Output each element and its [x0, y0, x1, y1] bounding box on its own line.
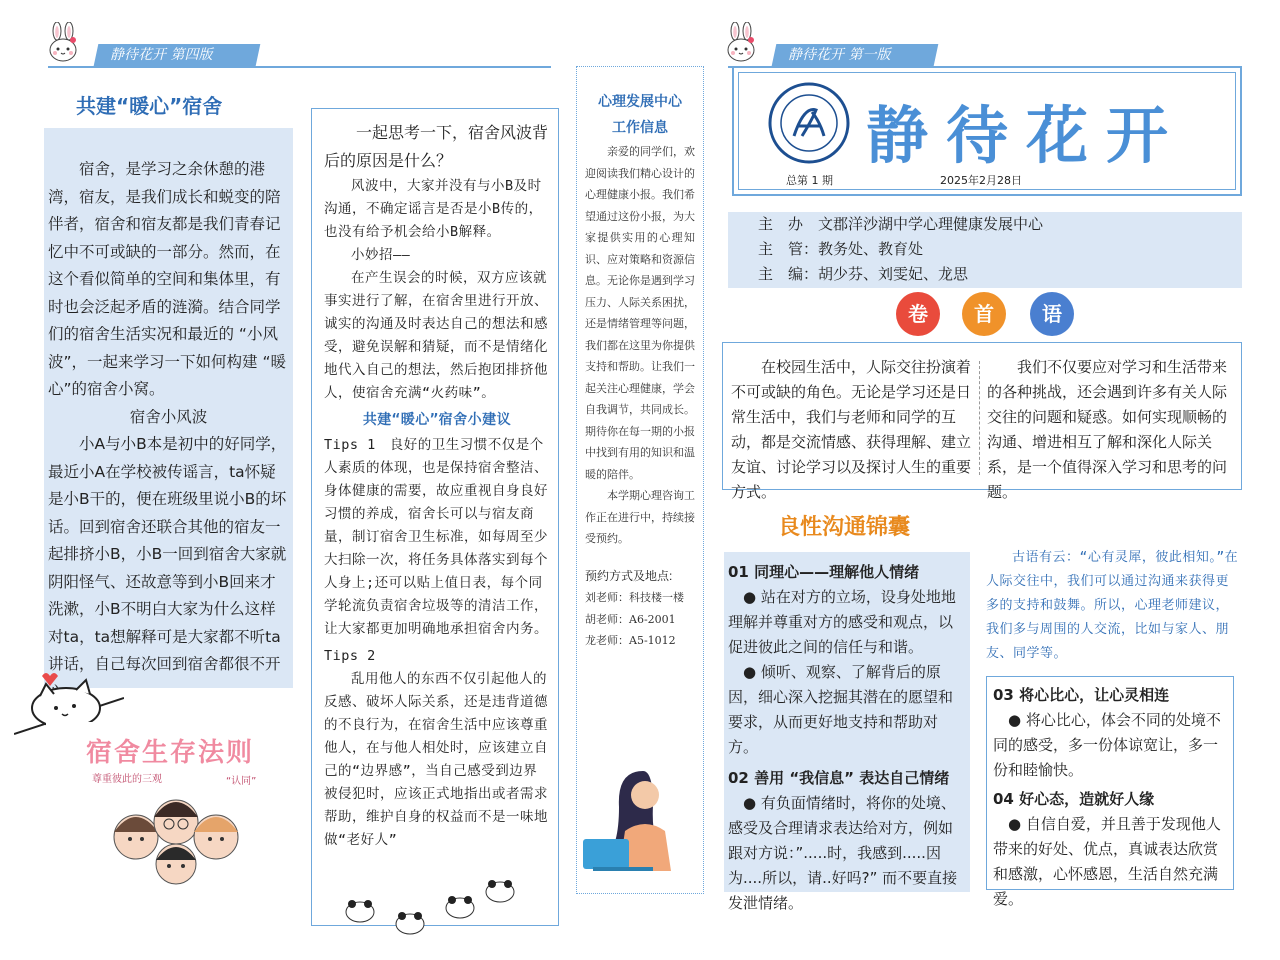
credits-box — [728, 212, 1242, 288]
tips-title: 良性沟通锦囊 — [778, 515, 911, 540]
advice-title: 共建“暖心”宿舍小建议 — [362, 412, 512, 428]
badge-juan: 卷 — [896, 292, 940, 336]
quote-text: 古语有云：“心有灵犀，彼此相知。”在人际交往中，我们可以通过沟通来获得更多的支持和鼓舞。所以，心理老师建议，我们多与周围的人交流，比如与家人、朋友、同学等。 — [986, 550, 1239, 661]
discussion-box — [311, 108, 559, 926]
consult-text: 本学期心理咨询工作正在进行中，持续接受预约。 — [585, 489, 695, 545]
tip-heading: 04 好心态，造就好人缘 — [993, 790, 1155, 808]
credits-editor: 主 编：胡少芬、刘雯妃、龙思 — [758, 265, 969, 283]
tip-2: 乱用他人的东西不仅引起他人的反感、破坏人际关系，还是违背道德的不良行为，在宿舍生活中应该尊重他人，在与他人相处时，应该建立自己的“边界感”，当自己感受到边界被侵犯时，应该正式地指出或者需求帮助，维护自身的权益而不是一味地做“老好人” — [324, 671, 548, 848]
welcome-text: 亲爱的同学们，欢迎阅读我们精心设计的心理健康小报。我们希望通过这份小报，为大家提供实用的心理知识、应对策略和资源信息。无论你是遇到学习压力、人际关系困扰，还是情绪管理等问题，我们都在这里为你提供支持和帮助。让我们一起关注心理健康，学会自我调节，共同成长。期待你在每一期的小报中找到有用的知识和温暖的陪伴。 — [585, 145, 695, 481]
page-title: 共建“暖心”宿舍 — [76, 94, 223, 118]
school-logo-icon — [768, 82, 850, 164]
tip-text: ● 有负面情绪时，将你的处境、感受及合理请求表达给对方，例如跟对方说：”.....时，我感到.....因为....所以，请..好吗?” 而不要直接发泄情绪。 — [728, 794, 958, 912]
divider — [48, 66, 551, 68]
preface-right: 我们不仅要应对学习和生活带来的各种挑战，还会遇到许多有关人际交往的问题和疑惑。如何实现顺畅的沟通、增进相互了解和深化人际关系，是一个值得深入学习和思考的问题。 — [987, 358, 1228, 501]
paragraph: 风波中，大家并没有与小B及时沟通，不确定谣言是否是小B传的，也没有给予机会给小B解释。 — [324, 178, 543, 240]
newspaper-title: 静待花开 — [866, 99, 1187, 172]
masthead — [732, 66, 1242, 196]
bunny-icon — [46, 22, 80, 66]
dorm-rules-illustration — [46, 722, 292, 894]
badge-shou: 首 — [962, 292, 1006, 336]
issue-tab: 静待花开 第四版 — [94, 44, 261, 66]
issue-date: 2025年2月28日 — [940, 174, 1022, 187]
tip-heading: 03 将心比心，让心灵相连 — [993, 686, 1170, 704]
center-title: 心理发展中心 — [598, 94, 682, 110]
appt-line: 刘老师：科技楼一楼 — [585, 591, 684, 604]
intro-box — [44, 128, 293, 688]
center-info-column — [576, 66, 704, 894]
sticker-title: 宿舍生存法则 — [86, 738, 255, 768]
badge-yu: 语 — [1030, 292, 1074, 336]
tip-1: Tips 1 良好的卫生习惯不仅是个人素质的体现，也是保持宿舍整洁、身体健康的需要，故应重视自身良好习惯的养成，宿舍长可以与宿友商量，制订宿舍卫生标准，如每周至少大扫除一次，将任务具体落实到每个人身上;还可以贴上值日表，每个同学轮流负责宿舍垃圾等的清洁工作，让大家都更加明确地承担宿舍内务。 — [324, 437, 548, 637]
sticker-note: “认同” — [226, 776, 257, 787]
preface-box — [722, 342, 1242, 501]
preface-left: 在校园生活中，人际交往扮演着不可或缺的角色。无论是学习还是日常生活中，我们与老师和同学的互动，都是交流情感、获得理解、建立友谊、讨论学习以及探讨人生的重要方式。 — [731, 358, 972, 501]
appt-title: 预约方式及地点: — [585, 568, 673, 583]
tip-text: ● 倾听、观察、了解背后的原因，细心深入挖掘其潜在的愿望和要求，从而更好地支持和帮助对方。 — [728, 663, 954, 756]
appt-line: 龙老师：A5-1012 — [585, 634, 676, 647]
story-title: 宿舍小风波 — [129, 407, 208, 426]
story-text: 小A与小B本是初中的好同学，最近小A在学校被传谣言，ta怀疑是小B干的，便在班级里说小B的坏话。回到宿舍还联合其他的宿友一起排挤小B，小B一回到宿舍大家就阴阳怪气、还故意等到小B回来才洗漱，小B不明白大家为什么这样对ta，ta想解释可是大家都不听ta讲话，自己每次回到宿舍都很不开 — [48, 435, 287, 673]
tip-text: ● 将心比心，体会不同的处境不同的感受，多一份体谅宽让，多一份和睦愉快。 — [993, 711, 1221, 779]
tips-box — [724, 552, 970, 912]
tip-intro: 小妙招—— — [351, 247, 411, 263]
credits-supervisor: 主 管：教务处、教育处 — [758, 240, 924, 258]
tips-box-2 — [986, 676, 1234, 908]
tip-text: ● 自信自爱，并且善于发现他人带来的好处、优点，真诚表达欣赏和感激，心怀感恩，生活自然充满爱。 — [993, 815, 1221, 908]
bunny-icon — [724, 22, 758, 66]
tip-2-label: Tips 2 — [324, 648, 376, 664]
paragraph: 在产生误会的时候，双方应该就事实进行了解，在宿舍里进行开放、诚实的沟通及时表达自己的想法和感受，避免误解和猜疑，而不是情绪化地代入自己的想法，然后抱团排挤他人，使宿舍充满“火药味”。 — [324, 270, 548, 401]
panda-decoration-icon — [300, 872, 540, 956]
issue-tab: 静待花开 第一版 — [772, 44, 939, 66]
credits-host: 主 办 文郡洋沙湖中学心理健康发展中心 — [758, 215, 1044, 233]
question-text: 一起思考一下，宿舍风波背后的原因是什么？ — [324, 123, 549, 170]
center-title: 工作信息 — [612, 120, 668, 136]
intro-text: 宿舍，是学习之余休憩的港湾，宿友，是我们成长和蜕变的陪伴者，宿舍和宿友都是我们青春记忆中不可或缺的一部分。然而，在这个看似简单的空间和集体里，有时也会泛起矛盾的涟漪。结合同学们的宿舍生活实况和最近的 “小风波”，一起来学习一下如何构建 “暖心”的宿舍小窝。 — [48, 160, 286, 398]
sticker-note: 尊重彼此的三观 — [92, 774, 162, 785]
issue-number: 总第 1 期 — [786, 174, 833, 187]
tip-text: ● 站在对方的立场，设身处地地理解并尊重对方的感受和观点，以促进彼此之间的信任与和谐。 — [728, 588, 956, 656]
tip-heading: 01 同理心——理解他人情绪 — [728, 563, 920, 581]
teacher-laptop-illustration — [583, 761, 699, 871]
tip-heading: 02 善用 “我信息” 表达自己情绪 — [728, 769, 950, 787]
appt-line: 胡老师：A6-2001 — [585, 612, 676, 626]
